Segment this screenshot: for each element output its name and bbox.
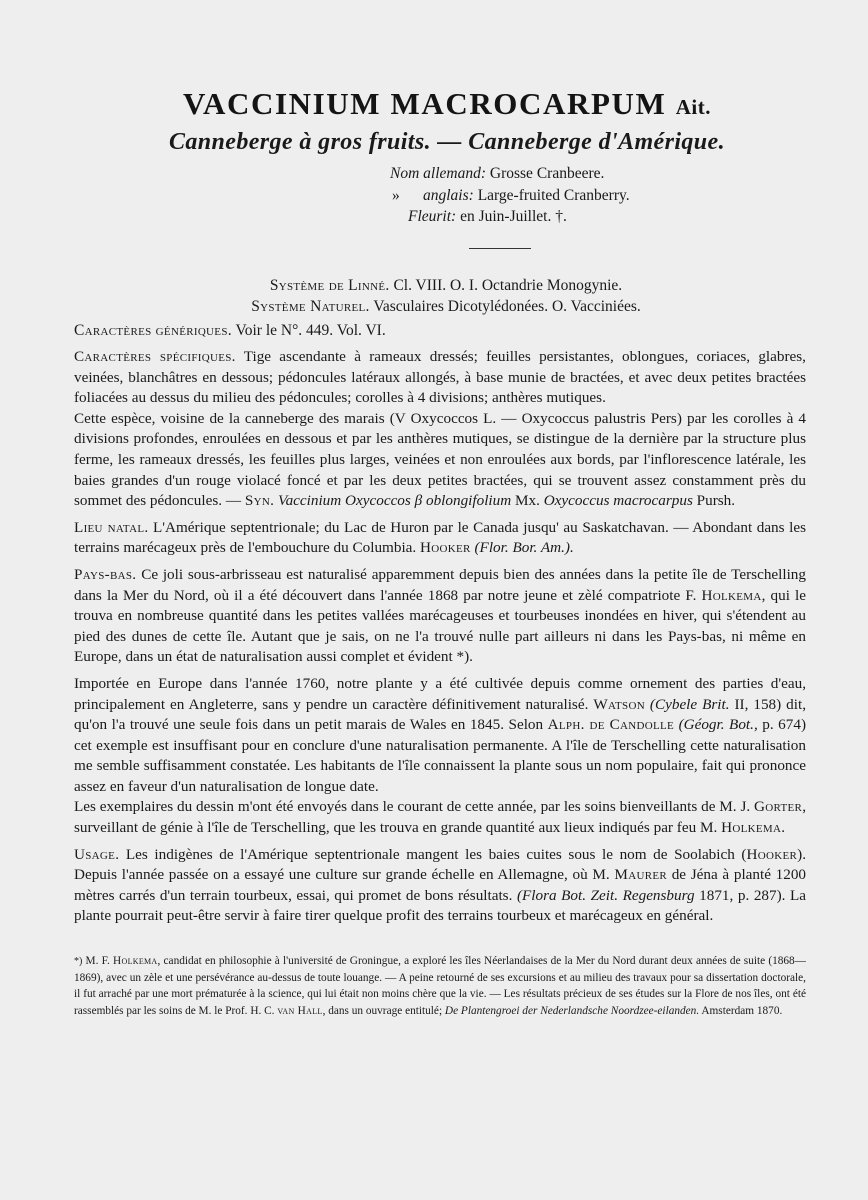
footnote-text-4: Amsterdam 1870. xyxy=(701,1004,783,1017)
specimens-gorter: Gorter xyxy=(754,798,803,816)
specimens-holkema: Holkema. xyxy=(721,819,786,837)
german-label: Nom allemand: xyxy=(390,165,487,182)
english-label: anglais: xyxy=(423,186,474,204)
history-watson-ref-2: II, 158) dit, qu'on l'a trouvé une seule fois dans un petit marais de Wales en 1845. Selon xyxy=(74,695,806,734)
usage-flora: (Flora Bot. Zeit. Regensburg xyxy=(516,886,695,904)
usage-hooker: Hooker xyxy=(746,845,798,863)
syn-1: Vaccinium Oxycoccos β oblongifolium xyxy=(277,492,512,510)
syn-1-author: Mx. xyxy=(515,492,540,510)
footnote-mark: *) xyxy=(74,956,83,968)
flowering-label: Fleurit: xyxy=(408,208,457,225)
habitat-text: L'Amérique septentrionale; du Lac de Huron par le Canada jusqu' au Saskatchavan. — Abondant dans les terrains marécageux près de l'embouchure du Columbia. xyxy=(74,518,806,557)
title-author: Ait. xyxy=(675,95,711,119)
history-text-2: p. 674) cet exemple est insuffisant pour en conclure d'une naturalisation permanente. A l'île de Terschelling cette naturalisation me semble suffisamment constatée. Les habitants de l'île connaissent la plante sous un nom populaire, fait qui prononce assez en faveur d'un naturalisation de longue date. xyxy=(74,716,807,795)
footnote-text-1: M. F. xyxy=(85,955,110,968)
natural-system-row xyxy=(86,296,806,318)
footnote-text-3: , dans un ouvrage entitulé; xyxy=(322,1004,443,1017)
syn-label: Syn. xyxy=(244,492,275,510)
usage-text-1: Les indigènes de l'Amérique septentrionale mangent les baies cuites sous le nom de Soolabich ( xyxy=(125,845,747,863)
specimens-text-2: , surveillant de génie à l'île de Terschelling, que les trouva en grande quantité aux lieux indiqués par feu M. xyxy=(74,798,806,837)
history-watson: Watson xyxy=(593,695,645,713)
specific-label: Caractères spécifiques. xyxy=(74,348,236,365)
german-name-row xyxy=(390,163,690,185)
flowering-value: en Juin-Juillet. †. xyxy=(460,208,567,225)
history-candolle: Alph. de Candolle xyxy=(547,716,675,734)
habitat-label: Lieu natal. xyxy=(74,518,149,536)
footnote-holkema: Holkema xyxy=(113,955,158,968)
generic-label: Caractères génériques. xyxy=(74,321,232,339)
netherlands-text-2: , qui le trouva en nombreuse quantité dans les petites vallées marécageuses et tourbeuses inondées en hiver, qui s'étendent au pied des dunes de cette île. Autant que je sais, on ne l'a trouvé nulle part ailleurs ni dans les Pays-bas, ni même en Europe, dans un état de naturalisation aussi complet et évident *). xyxy=(74,586,807,666)
divider xyxy=(469,248,531,249)
classification-systems xyxy=(86,275,806,318)
flowering-row xyxy=(390,206,690,228)
usage-paragraph xyxy=(74,845,806,927)
usage-text-2: ). Depuis l'année passée on a essayé une culture sur grande échelle en Allemagne, où M. xyxy=(74,845,807,884)
common-names xyxy=(390,163,690,228)
page-subtitle: Canneberge à gros fruits. — Canneberge d'Amérique. xyxy=(168,129,726,155)
netherlands-label: Pays-bas. xyxy=(74,565,137,583)
natural-value: Vasculaires Dicotylédonées. O. Vacciniées. xyxy=(373,298,641,315)
linne-value: Cl. VIII. O. I. Octandrie Monogynie. xyxy=(393,276,623,294)
linne-system-row xyxy=(86,275,806,297)
history-paragraph xyxy=(74,674,806,798)
german-value: Grosse Cranbeere. xyxy=(489,165,605,182)
usage-text-3: de Jéna à planté 1200 mètres carrés d'un terrain tourbeux, essai, qui promet de bons résultats. xyxy=(74,866,807,904)
habitat-source-author: Hooker xyxy=(420,539,471,557)
usage-text-4: 1871, p. 287). La plante pourrait peut-être servir à faire tirer quelque profit des terrains tourbeux et marécageux en général. xyxy=(74,886,807,925)
specimens-paragraph xyxy=(74,797,806,838)
netherlands-name: Holkema xyxy=(701,586,762,604)
comparison-paragraph xyxy=(74,409,806,512)
usage-maurer: Maurer xyxy=(614,866,667,884)
generic-characters xyxy=(74,320,806,342)
header xyxy=(88,0,806,159)
natural-label: Système Naturel. xyxy=(251,298,370,315)
page-title xyxy=(88,0,806,125)
specimens-text-1: Les exemplaires du dessin m'ont été envoyés dans le courant de cette année, par les soins bienveillants de M. J. xyxy=(74,798,751,816)
linne-label: Système de Linné. xyxy=(269,276,390,294)
specific-characters xyxy=(74,347,806,409)
footnote-vanhall: van Hall xyxy=(277,1004,323,1017)
title-text: VACCINIUM MACROCARPUM xyxy=(183,86,667,121)
syn-2-author: Pursh. xyxy=(696,492,736,510)
english-mark: » xyxy=(392,186,400,204)
history-watson-ref: (Cybele Brit. xyxy=(649,695,730,713)
syn-2: Oxycoccus macrocarpus xyxy=(543,492,693,510)
footnote-text-2: , candidat en philosophie à l'université de Groningue, a exploré les îles Néerlandaises de la Mer du Nord durant deux années de suite (1868—1869), avec un zèle et une persévérance au-dessus de toute louange. — A peine retourné de ses excursions et au milieu des travaux pour sa dissertation doctorale, il fut arraché par une mort prématurée à la science, qui lui était non moins chère que la vie. — Les résultats précieux de ses études sur la Flore de nos îles, ont été rassemblés par les soins de M. le Prof. H. C. xyxy=(74,955,806,1017)
history-text-1: Importée en Europe dans l'année 1760, notre plante y a été cultivée depuis comme ornement des parties d'eau, principalement en Angleterre, sans y pendre un caractère définitivement naturalisé. xyxy=(74,674,806,713)
habitat-paragraph xyxy=(74,518,806,559)
footnote xyxy=(74,953,806,1019)
netherlands-paragraph xyxy=(74,565,806,668)
comparison-text: Cette espèce, voisine de la canneberge des marais (V Oxycoccos L. — Oxycoccus palustris Pers) par les corolles à 4 divisions profondes, enroulées en dessous et par les anthères mutiques, se distingue de la dernière par la structure plus ferme, les rameaux dressés, les feuilles plus larges, veinées et non enroulées aux bords, par l'inflorescence latérale, les baies grandes d'un rouge violacé foncé et par les deux petites bractées, qui se trouvent assez constamment près du sommet des pédoncules. — xyxy=(74,409,806,510)
footnote-work: De Plantengroei der Nederlandsche Noordzee-eilanden. xyxy=(444,1004,700,1017)
english-name-row xyxy=(390,185,690,207)
history-candolle-ref: (Géogr. Bot., xyxy=(678,716,758,734)
generic-value: Voir le N°. 449. Vol. VI. xyxy=(235,321,386,339)
english-value: Large-fruited Cranberry. xyxy=(477,186,630,204)
body-text xyxy=(74,347,806,927)
usage-label: Usage. xyxy=(74,845,120,863)
specific-text: Tige ascendante à rameaux dressés; feuilles persistantes, oblongues, coriaces, glabres, veinées, blanchâtres en dessous; pédoncules latéraux allongés, à base munie de bractées, et avec deux petites bractées foliacées au dessus du milieu des pédoncules; corolles à 4 divisions; anthères mutiques. xyxy=(74,348,806,407)
habitat-source-work: (Flor. Bor. Am.). xyxy=(474,539,574,557)
netherlands-text-1: Ce joli sous-arbrisseau est naturalisé apparemment depuis bien des années dans la petite île de Terschelling dans la Mer du Nord, où il a été découvert dans l'année 1868 par notre jeune et zèlé compatriote F. xyxy=(74,565,806,604)
